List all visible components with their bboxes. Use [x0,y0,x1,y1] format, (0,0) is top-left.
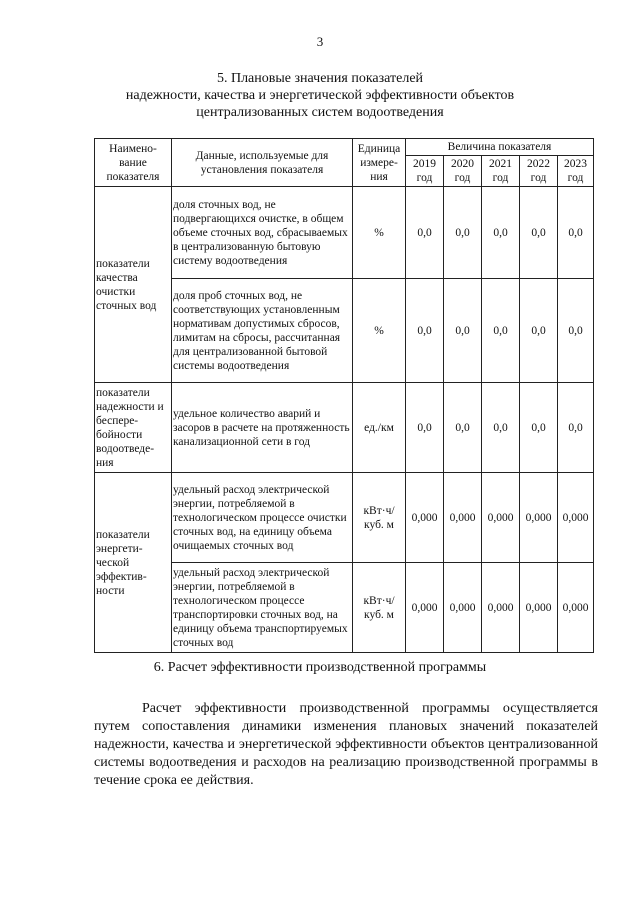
value-cell: 0,0 [520,279,558,383]
header-year-suffix: год [567,172,584,184]
header-year [520,156,558,187]
section-5-title [60,70,580,121]
indicator-unit: ед./км [353,383,406,473]
header-year [558,156,594,187]
header-year [444,156,482,187]
value-cell: 0,0 [520,383,558,473]
indicator-group-name: показатели надежности и беспере-бойности водоотведе-ния [95,383,172,473]
indicator-group-name: показатели качества очистки сточных вод [95,187,172,383]
indicator-data: доля сточных вод, не подвергающихся очистке, в общем объеме сточных вод, сбрасываемых в централизованную бытовую систему водоотведения [172,187,353,279]
value-cell: 0,000 [520,473,558,563]
header-year-suffix: год [416,172,433,184]
indicator-data: удельное количество аварий и засоров в расчете на протяженность канализационной сети в год [172,383,353,473]
indicator-group-name: показатели энергети-ческой эффектив-ности [95,473,172,653]
header-year-number: 2022 [527,158,550,170]
value-cell: 0,000 [520,563,558,653]
indicator-unit: % [353,187,406,279]
section-5-title-line: надежности, качества и энергетической эффективности объектов [125,88,515,103]
value-cell: 0,000 [406,563,444,653]
value-cell: 0,0 [444,187,482,279]
header-year-number: 2023 [564,158,587,170]
indicator-unit: кВт·ч/ куб. м [353,563,406,653]
header-year-number: 2020 [451,158,474,170]
value-cell: 0,0 [520,187,558,279]
section-6-paragraph: Расчет эффективности производственной программы осуществляется путем сопоставления динамики изменения плановых значений показателей надежности, качества и энергетической эффективности объектов централизованной системы водоотведения и расходов на реализацию производственной программы в течение срока ее действия. [94,701,598,788]
indicator-data: удельный расход электрической энергии, потребляемой в технологическом процессе очистки сточных вод, на единицу объема очищаемых сточных вод [172,473,353,563]
value-cell: 0,0 [558,279,594,383]
value-cell: 0,0 [406,383,444,473]
value-cell: 0,0 [482,279,520,383]
header-year-suffix: год [492,172,509,184]
indicator-data: удельный расход электрической энергии, потребляемой в технологическом процессе транспортировки сточных вод, на единицу объема транспортируемых сточных вод [172,563,353,653]
table-row [95,187,594,279]
value-cell: 0,000 [444,563,482,653]
header-indicator-name: Наимено-вание показателя [95,139,172,187]
header-year-number: 2021 [489,158,512,170]
header-unit: Единица измере-ния [353,139,406,187]
header-year-number: 2019 [413,158,436,170]
value-cell: 0,000 [558,563,594,653]
indicator-data: доля проб сточных вод, не соответствующих установленным нормативам допустимых сбросов, лимитам на сбросы, рассчитанная для централизованной бытовой системы водоотведения [172,279,353,383]
value-cell: 0,000 [482,563,520,653]
section-5-title-line: централизованных систем водоотведения [196,105,444,120]
value-cell: 0,000 [406,473,444,563]
value-cell: 0,0 [558,187,594,279]
header-value-group: Величина показателя [406,139,594,156]
value-cell: 0,0 [444,383,482,473]
section-6-title: 6. Расчет эффективности производственной программы [153,660,487,675]
value-cell: 0,000 [558,473,594,563]
header-year [406,156,444,187]
table-row [95,383,594,473]
value-cell: 0,0 [558,383,594,473]
value-cell: 0,0 [406,187,444,279]
page-number: 3 [316,34,324,49]
indicators-table [94,138,594,653]
value-cell: 0,0 [406,279,444,383]
header-year [482,156,520,187]
indicator-unit: % [353,279,406,383]
value-cell: 0,000 [482,473,520,563]
header-year-suffix: год [454,172,471,184]
value-cell: 0,0 [482,383,520,473]
indicator-unit: кВт·ч/ куб. м [353,473,406,563]
value-cell: 0,0 [444,279,482,383]
table-row [95,473,594,563]
value-cell: 0,0 [482,187,520,279]
header-data-used: Данные, используемые для установления показателя [172,139,353,187]
value-cell: 0,000 [444,473,482,563]
section-5-title-line: 5. Плановые значения показателей [216,71,424,86]
header-year-suffix: год [530,172,547,184]
